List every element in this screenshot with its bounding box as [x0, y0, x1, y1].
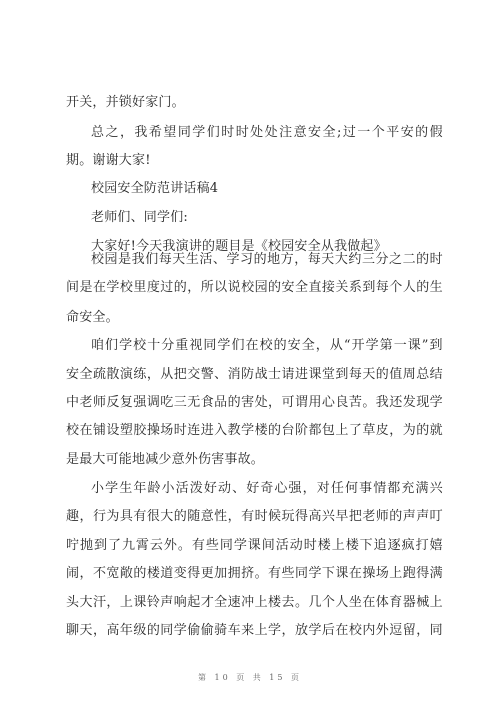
- text-line: 大家好!今天我演讲的题目是《校园安全从我做起》: [91, 239, 387, 254]
- text-line: 命安全。: [66, 310, 119, 325]
- text-line: 校 园 是 我 们 每 天 生 活 、 学 习 的 地 方 ， 每 天 大 约 三 分 之 二 的 时: [91, 252, 443, 267]
- text-line: 总 之 ， 我 希 望 同 学 们 时 时 处 处 注 意 安 全 ; 过 一 个 平 安 的 假: [91, 125, 443, 140]
- text-line: 咛 抛 到 了 九 霄 云 外 。 有 些 同 学 课 间 活 动 时 楼 上 楼 下 追 逐 疯 打 嬉: [66, 538, 443, 553]
- text-line: 是最大可能地减少意外伤害事故。: [66, 452, 265, 467]
- text-line: 中 老 师 反 复 强 调 吃 三 无 食 品 的 害 处 ， 可 谓 用 心 良 苦 。 我 还 发 现 学: [66, 395, 443, 410]
- section-heading: 校园安全防范讲话稿4: [91, 181, 219, 196]
- text-line: 老师们、同学们:: [91, 210, 188, 225]
- text-line: 趣 ， 行 为 具 有 很 大 的 随 意 性 ， 有 时 候 玩 得 高 兴 早 把 老 师 的 声 声 叮: [66, 509, 443, 524]
- text-line: 安 全 疏 散 演 练 ， 从 把 交 警 、 消 防 战 士 请 进 课 堂 到 每 天 的 值 周 总 结: [66, 367, 443, 382]
- text-line: 咱 们 学 校 十 分 重 视 同 学 们 在 校 的 安 全 ， 从 “ 开 学 第 一 课 ” 到: [91, 338, 443, 353]
- text-line: 开关，并锁好家门。: [66, 95, 185, 110]
- text-line: 头 大 汗 ， 上 课 铃 声 响 起 才 全 速 冲 上 楼 去 。 几 个 人 坐 在 体 育 器 械 上: [66, 595, 443, 610]
- page-number: 第 10 页 共 15 页: [197, 673, 303, 682]
- text-line: 间 是 在 学 校 里 度 过 的 ， 所 以 说 校 园 的 安 全 直 接 关 系 到 每 个 人 的 生: [66, 280, 443, 295]
- text-line: 闹 ， 不 宽 敞 的 楼 道 变 得 更 加 拥 挤 。 有 些 同 学 下 课 在 操 场 上 跑 得 满: [66, 566, 443, 581]
- text-line: 小 学 生 年 龄 小 活 泼 好 动 、 好 奇 心 强 ， 对 任 何 事 情 都 充 满 兴: [91, 481, 443, 496]
- text-line: 聊 天 ， 高 年 级 的 同 学 偷 偷 骑 车 来 上 学 ， 放 学 后 在 校 内 外 逗 留 ， 同: [66, 623, 443, 638]
- text-line: 校 在 铺 设 塑 胶 操 场 时 连 进 入 教 学 楼 的 台 阶 都 包 上 了 草 皮 ， 为 的 就: [66, 423, 443, 438]
- text-line: 期。谢谢大家!: [66, 153, 151, 168]
